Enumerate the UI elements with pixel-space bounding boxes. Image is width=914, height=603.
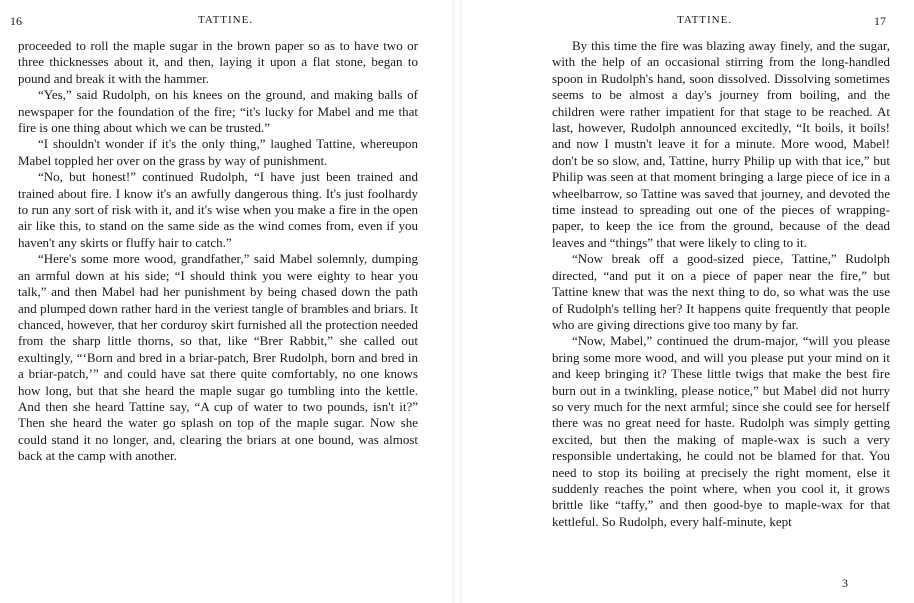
paragraph: By this time the fire was blazing away finely, and the sugar, with the help of an occasional stirring from the long-handled spoon in Rudolph's hand, soon dissolved. Dissolving sometimes seems to be almost a day's journey from boiling, and the children were rather impatient for that stage to be reached. At last, however, Rudolph announced excitedly, “It boils, it boils! and now I mustn't leave it for a minute. More wood, Mabel! don't be so slow, and, Tattine, hurry Philip up with that ice,” but Philip was seen at that moment bringing a large piece of ice in a wheelbarrow, so Tattine was saved that journey, and devoted the time instead to spreading out one of the pieces of wrapping-paper, to keep the ice from the ground, because of the dead leaves and “things” that were likely to cling to it. <box>552 38 890 250</box>
right-page <box>462 0 914 603</box>
right-page-text <box>552 38 890 530</box>
paragraph: “Now, Mabel,” continued the drum-major, “will you please bring some more wood, and will you please put your mind on it and keep bringing it? These little twigs that make the best fire burn out in a twinkling, please notice,” but Mabel did not hurry so very much for the next armful; since she could see for herself there was no great need for haste. Rudolph was simply getting excited, but then the making of maple-wax is such a very responsible undertaking, he could not be blamed for that. You need to stop its boiling at precisely the right moment, else it suddenly reaches the point where, when you cool it, it grows brittle like “taffy,” and then good-bye to maple-wax for that kettleful. So Rudolph, every half-minute, kept <box>552 333 890 529</box>
paragraph: “I shouldn't wonder if it's the only thing,” laughed Tattine, whereupon Mabel toppled her over on the grass by way of punishment. <box>18 136 418 168</box>
right-running-head: TATTINE. <box>677 14 733 26</box>
left-page-text <box>18 38 418 465</box>
paragraph: “Here's some more wood, grandfather,” said Mabel solemnly, dumping an armful down at his side; “I should think you were eighty to hear you talk,” and then Mabel had her punishment by being chased down the path and plumped down rather hard in the veriest tangle of brambles and briars. It chanced, however, that her corduroy skirt furnished all the protection needed from the sharp little thorns, so that, like “Brer Rabbit,” she called out exultingly, “‘Born and bred in a briar-patch, Brer Rudolph, born and bred in a briar-patch,’” and could have sat there quite comfortably, no one knows how long, but that she heard the maple sugar go tumbling into the kettle. And then she heard Tattine say, “A cup of water to two pounds, isn't it?” Then she heard the water go splash on top of the maple sugar. Now she could stand it no longer, and, clearing the briars at one bound, was almost back at the camp with another. <box>18 251 418 464</box>
paragraph: “No, but honest!” continued Rudolph, “I have just been trained and trained about fire. I know it's an awfully dangerous thing. It's just foolhardy to run any sort of risk with it, and it's wise when you make a fire in the open air like this, to stand on the same side as the wind comes from, even if you haven't any skirts or fluffy hair to catch.” <box>18 169 418 250</box>
left-page <box>0 0 452 603</box>
paragraph: “Yes,” said Rudolph, on his knees on the ground, and making balls of newspaper for the foundation of the fire; “it's lucky for Mabel and me that fire is one thing about which we can be trusted.” <box>18 87 418 136</box>
right-page-number: 17 <box>874 14 886 28</box>
paragraph: proceeded to roll the maple sugar in the brown paper so as to have two or three thicknesses about it, and then, laying it upon a flat stone, began to pound and break it with the hammer. <box>18 38 418 86</box>
page-gutter <box>452 0 462 603</box>
paragraph: “Now break off a good-sized piece, Tattine,” Rudolph directed, “and put it on a piece of paper near the fire,” but Tattine knew that was the next thing to do, so what was the use of Rudolph's telling her? It happens quite frequently that people who are giving directions give too many by far. <box>552 251 890 332</box>
left-page-number: 16 <box>10 14 22 28</box>
signature-mark: 3 <box>842 576 848 590</box>
left-running-head: TATTINE. <box>198 14 254 26</box>
